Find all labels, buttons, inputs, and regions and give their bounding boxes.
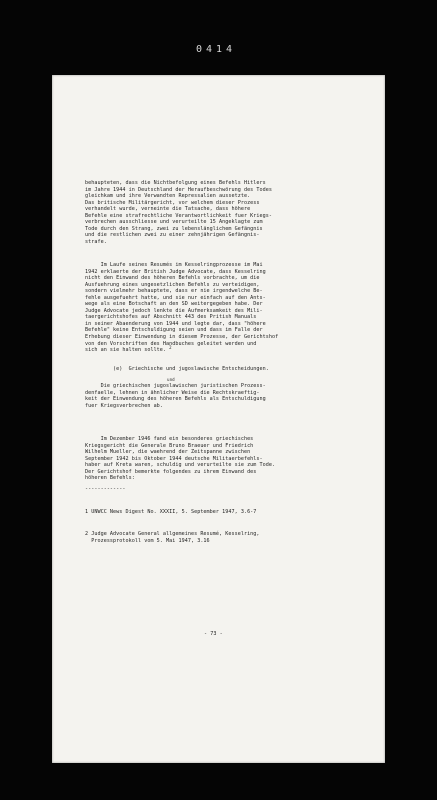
paragraph-2-text: Im Laufe seines Resumés im Kesselringprozesse im Mai 1942 erklaerte der British Judge Advocate, dass Kesselring nicht den Einwand des höheren Befehls vorbrachte, um die Ausfuehrung eines ungesetzlichen Befehls zu verteidigen, sondern vielmehr behauptete, dass er nie irgendwelche Be- fehle ausgefuehrt hatte, und sie nur einfach auf den Ants- wege als eine Botschaft an den SD weitergegeben habe. Der Judge Advocate jedoch lenkte die Aufmerksamkeit des Mili- taergerichtshofes auf Abschnitt 443 des Pritish Manuals in seiner Abaenderung von 1944 und legte dar, dass "höhere Befehle" keine Entschuldigung seien und dass im Falle der Erhebung dieser Einwendung in diesem Prozesse, der Gerichtshof von den Vorschriften des Handbuches geleitet werden und sich an sie halten sollte. bbox=[85, 262, 279, 354]
footnote-divider: ------------- bbox=[85, 486, 126, 492]
footnote-1: 1 UNWCC News Digest No. XXXII, 5. September 1947, 3.6-7 bbox=[85, 509, 257, 515]
frame-id: 0414 bbox=[196, 44, 237, 55]
section-heading: (e) Griechische und jugoslawische Entscheidungen. bbox=[113, 366, 269, 372]
paragraph-2 bbox=[85, 262, 278, 354]
document-page bbox=[52, 75, 385, 763]
footnote-2: 2 Judge Advocate General allgemeines Resumé, Kesselring, Prozessprotokoll vom 5. Mai 1947, 3.16 bbox=[85, 531, 260, 544]
paragraph-4: Im Dezember 1946 fand ein besonderes griechisches Kriegsgericht die Generale Bruno Braeuer und Friedrich Wilhelm Mueller, die waehrend der Zeitspanne zwischen September 1942 bis Oktober 1944 deutsche Militaerbefehls- haber auf Kreta waren, schuldig und verurteilte sie zum Tode. Der Gerichtshof bemerkte folgendes zu ihrem Einwand des höheren Befehls: bbox=[85, 436, 276, 482]
paragraph-1: behaupteten, dass die Nichtbefolgung eines Befehls Hitlers im Jahre 1944 in Deutschland der Heraufbeschwörung des Todes gleichkam und ihre Verwandten Repressalien aussetzte. Das britische Militärgericht, vor welchem dieser Prozess verhandelt wurde, verneinte die Tatsache, dass höhere Befehle eine strafrechtliche Verantwortlichkeit fuer Kriegs- verbrechen ausschliesse und verurteilte 15 Angeklagte zum Tode durch den Strang, zwei zu lebenslänglichem Gefängnis und die restlichen zwei zu einer zehnjährigen Gefängnis- strafe. bbox=[85, 180, 273, 245]
page-number: - 73 - bbox=[204, 631, 223, 637]
page-text bbox=[52, 75, 385, 763]
paragraph-3: Die griechischen jugoslawischen juristischen Prozess- denfaelle, lehnen in ähnlicher Weise die Rechtskraeftig- keit der Einwendung des höheren Befehls als Entschuldigung fuer Kriegsverbrechen ab. bbox=[85, 383, 266, 409]
inserted-word: und bbox=[167, 377, 175, 382]
footnote-ref-2: 2 bbox=[169, 345, 172, 351]
